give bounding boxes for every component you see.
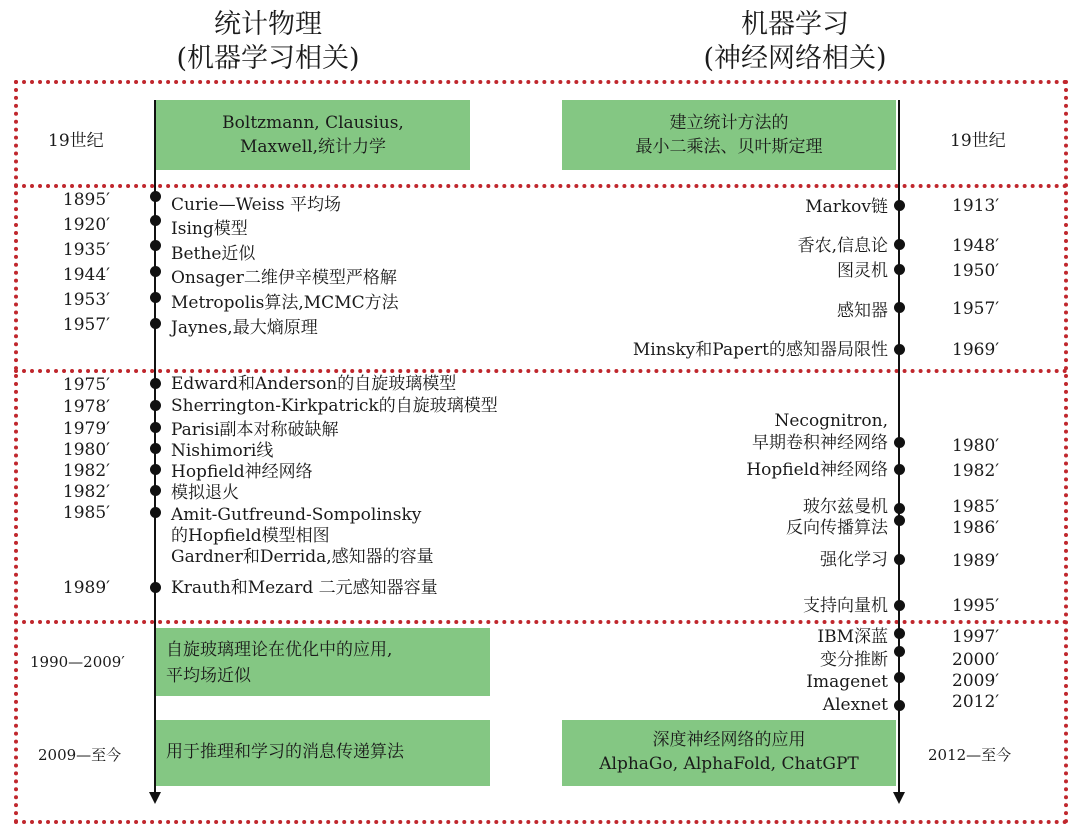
right-dot-1989 [894, 554, 905, 565]
right-dot-1995 [894, 600, 905, 611]
right-dot-1948 [894, 239, 905, 250]
left-dot-1978 [150, 400, 161, 411]
right-year-1950: 1950′ [952, 261, 1000, 281]
box-spin-glass-optimization [156, 628, 490, 696]
right-dot-1969 [894, 344, 905, 355]
left-dot-1953 [150, 292, 161, 303]
right-column-header [690, 8, 900, 76]
period-divider-3 [14, 620, 1068, 624]
right-dot-1985 [894, 503, 905, 514]
left-year-1989: 1989′ [62, 578, 110, 598]
left-year-1920: 1920′ [62, 215, 110, 235]
right-event-markov: Markov链 [805, 197, 888, 217]
left-dot-1982-annealing [150, 485, 161, 496]
right-event-variational-inference: 变分推断 [820, 650, 888, 670]
right-event-turing: 图灵机 [837, 261, 888, 281]
period-divider-1 [14, 184, 1068, 188]
era-label-1990-2009: 1990—2009′ [30, 653, 125, 671]
right-dot-1997 [894, 628, 905, 639]
right-event-hopfield: Hopfield神经网络 [746, 460, 888, 480]
box-stats-methods-line1: 建立统计方法的 [669, 113, 789, 133]
right-year-1948: 1948′ [952, 236, 1000, 256]
left-year-1982-annealing: 1982′ [62, 482, 110, 502]
left-year-1944: 1944′ [62, 265, 110, 285]
box-dnn-line2: AlphaGo, AlphaFold, ChatGPT [599, 754, 859, 774]
left-year-1935: 1935′ [62, 240, 110, 260]
right-event-backpropagation: 反向传播算法 [786, 518, 888, 538]
right-dot-1950 [894, 264, 905, 275]
right-year-2012: 2012′ [952, 692, 1000, 712]
right-year-1985: 1985′ [952, 497, 1000, 517]
box-message-passing [156, 720, 490, 786]
left-event-curie-weiss: Curie—Weiss 平均场 [171, 195, 342, 215]
era-label-2009-now: 2009—至今 [38, 746, 122, 764]
right-year-1957: 1957′ [952, 299, 1000, 319]
box-stats-methods [562, 100, 896, 170]
left-dot-1975 [150, 378, 161, 389]
right-dot-2012 [894, 700, 905, 711]
left-year-1975: 1975′ [62, 375, 110, 395]
left-year-1982-hopfield: 1982′ [62, 461, 110, 481]
left-event-nishimori: Nishimori线 [171, 441, 274, 461]
left-dot-1980 [150, 443, 161, 454]
right-event-svm: 支持向量机 [803, 596, 888, 616]
left-event-hopfield: Hopfield神经网络 [171, 462, 313, 482]
left-event-ising: Ising模型 [171, 219, 248, 239]
right-event-ibm-deep-blue: IBM深蓝 [817, 627, 888, 647]
left-dot-1944 [150, 266, 161, 277]
right-dot-1957 [894, 302, 905, 313]
left-dot-1979 [150, 422, 161, 433]
right-year-1913: 1913′ [952, 196, 1000, 216]
right-year-1980: 1980′ [952, 436, 1000, 456]
right-timeline-arrow [893, 792, 905, 804]
right-event-boltzmann-machine: 玻尔兹曼机 [803, 497, 888, 517]
right-header-title: 机器学习 [741, 9, 849, 40]
left-event-onsager: Onsager二维伊辛模型严格解 [171, 268, 397, 288]
left-dot-1957 [150, 318, 161, 329]
box-spin-glass-line2: 平均场近似 [166, 666, 251, 686]
right-header-subtitle: (神经网络相关) [703, 43, 887, 74]
right-event-minsky-papert: Minsky和Papert的感知器局限性 [632, 340, 888, 360]
left-year-1978: 1978′ [62, 397, 110, 417]
era-label-2012-now: 2012—至今 [928, 746, 1012, 764]
box-boltzmann [156, 100, 470, 170]
left-event-parisi: Parisi副本对称破缺解 [171, 420, 339, 440]
right-event-alexnet: Alexnet [822, 695, 888, 715]
left-event-edward-anderson: Edward和Anderson的自旋玻璃模型 [171, 374, 457, 394]
left-year-1953: 1953′ [62, 290, 110, 310]
right-dot-2000 [894, 646, 905, 657]
left-event-metropolis: Metropolis算法,MCMC方法 [171, 293, 399, 313]
right-event-imagenet: Imagenet [806, 672, 888, 692]
right-dot-1986 [894, 515, 905, 526]
right-year-1969: 1969′ [952, 340, 1000, 360]
era-label-19th-right: 19世纪 [950, 131, 1006, 151]
left-year-1979: 1979′ [62, 419, 110, 439]
right-dot-2009 [894, 672, 905, 683]
left-timeline-arrow [149, 792, 161, 804]
left-dot-1935 [150, 240, 161, 251]
box-spin-glass-line1: 自旋玻璃理论在优化中的应用, [166, 640, 393, 660]
left-dot-1989 [150, 582, 161, 593]
box-message-passing-line1: 用于推理和学习的消息传递算法 [166, 742, 404, 762]
left-year-1957: 1957′ [62, 315, 110, 335]
box-boltzmann-line1: Boltzmann, Clausius, [222, 113, 404, 133]
right-dot-1980 [894, 437, 905, 448]
left-dot-1895 [150, 191, 161, 202]
left-event-sherrington-kirkpatrick: Sherrington-Kirkpatrick的自旋玻璃模型 [171, 396, 498, 416]
left-year-1895: 1895′ [62, 190, 110, 210]
left-header-subtitle: (机器学习相关) [176, 43, 360, 74]
box-dnn-line1: 深度神经网络的应用 [652, 730, 806, 750]
left-dot-1985 [150, 507, 161, 518]
left-header-title: 统计物理 [214, 9, 322, 40]
right-year-2000: 2000′ [952, 650, 1000, 670]
right-event-early-cnn: 早期卷积神经网络 [752, 433, 888, 453]
left-year-1985: 1985′ [62, 503, 110, 523]
left-event-gardner-derrida: Gardner和Derrida,感知器的容量 [171, 547, 434, 567]
left-event-jaynes: Jaynes,最大熵原理 [171, 318, 318, 338]
right-dot-1913 [894, 200, 905, 211]
left-event-hopfield-phase-diagram: 的Hopfield模型相图 [171, 526, 330, 546]
left-dot-1920 [150, 215, 161, 226]
right-event-necognitron: Necognitron, [774, 411, 888, 431]
left-event-krauth-mezard: Krauth和Mezard 二元感知器容量 [171, 578, 438, 598]
left-event-bethe: Bethe近似 [171, 244, 256, 264]
right-year-1995: 1995′ [952, 596, 1000, 616]
right-year-1989: 1989′ [952, 551, 1000, 571]
right-dot-1982 [894, 464, 905, 475]
right-year-1982: 1982′ [952, 461, 1000, 481]
era-label-19th-left: 19世纪 [48, 131, 104, 151]
box-deep-neural-networks [562, 720, 896, 786]
right-event-reinforcement-learning: 强化学习 [820, 550, 888, 570]
box-boltzmann-line2: Maxwell,统计力学 [239, 137, 387, 157]
left-year-1980: 1980′ [62, 440, 110, 460]
right-year-1997: 1997′ [952, 627, 1000, 647]
period-divider-2 [14, 369, 1068, 373]
left-event-simulated-annealing: 模拟退火 [171, 483, 239, 503]
right-event-perceptron: 感知器 [837, 301, 888, 321]
right-year-2009: 2009′ [952, 671, 1000, 691]
left-dot-1982-hopfield [150, 464, 161, 475]
right-year-1986: 1986′ [952, 518, 1000, 538]
right-event-shannon: 香农,信息论 [797, 236, 888, 256]
left-event-amit-gutfreund-sompolinsky: Amit-Gutfreund-Sompolinsky [171, 505, 422, 525]
left-column-header [168, 8, 368, 76]
box-stats-methods-line2: 最小二乘法、贝叶斯定理 [635, 137, 823, 157]
